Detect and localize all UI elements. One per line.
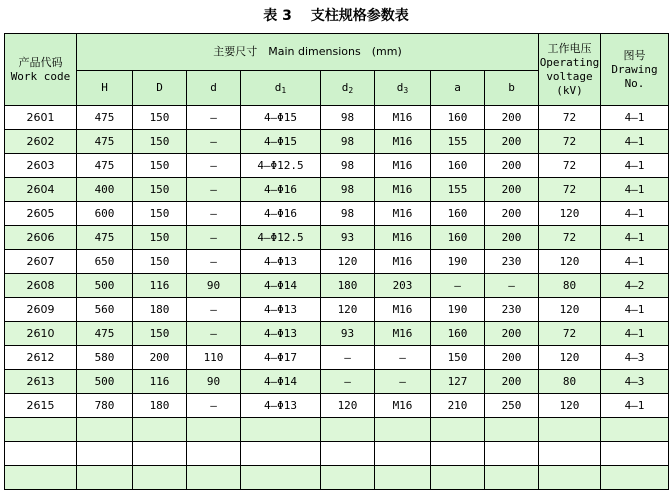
cell-d3 <box>375 418 431 442</box>
cell-b: 200 <box>485 106 539 130</box>
cell-d: — <box>187 322 241 346</box>
cell-b: 200 <box>485 370 539 394</box>
cell-d <box>187 442 241 466</box>
cell-a <box>431 418 485 442</box>
cell-h: 650 <box>77 250 133 274</box>
cell-d: 150 <box>133 250 187 274</box>
cell-d1: 4—Φ16 <box>241 178 321 202</box>
cell-d: — <box>187 154 241 178</box>
cell-drawing: 4—2 <box>601 274 669 298</box>
work-code-cell: 2605 <box>5 202 77 226</box>
dim-col-header <box>187 71 241 106</box>
cell-d1: 4—Φ13 <box>241 250 321 274</box>
cell-voltage: 72 <box>539 322 601 346</box>
voltage-en-2: voltage <box>546 69 593 83</box>
main-dimensions-header <box>77 34 539 71</box>
work-code-cell: 2615 <box>5 394 77 418</box>
cell-a: 190 <box>431 298 485 322</box>
cell-d: 180 <box>133 394 187 418</box>
cell-d3 <box>375 466 431 490</box>
main-dimensions-label: 主要尺寸 Main dimensions (mm) <box>213 45 402 58</box>
cell-d: — <box>187 202 241 226</box>
cell-d <box>187 466 241 490</box>
cell-d1 <box>241 418 321 442</box>
cell-d3: — <box>375 346 431 370</box>
cell-a: 155 <box>431 178 485 202</box>
dim-col-symbol: d <box>210 81 217 94</box>
cell-d3: — <box>375 370 431 394</box>
work-code-cell: 2612 <box>5 346 77 370</box>
cell-h: 500 <box>77 370 133 394</box>
cell-a: 160 <box>431 154 485 178</box>
work-code-cell <box>5 442 77 466</box>
cell-voltage: 72 <box>539 178 601 202</box>
table-row <box>5 178 669 202</box>
table-row <box>5 274 669 298</box>
table-title: 表 3 支柱规格参数表 <box>263 8 409 24</box>
table-row <box>5 298 669 322</box>
cell-d2 <box>321 442 375 466</box>
cell-d: 180 <box>133 298 187 322</box>
cell-voltage: 72 <box>539 154 601 178</box>
cell-d2: 93 <box>321 226 375 250</box>
cell-d3: M16 <box>375 202 431 226</box>
cell-drawing: 4—1 <box>601 250 669 274</box>
cell-drawing: 4—1 <box>601 298 669 322</box>
table-row <box>5 394 669 418</box>
table-row <box>5 370 669 394</box>
voltage-header <box>539 34 601 106</box>
cell-voltage: 80 <box>539 370 601 394</box>
cell-drawing: 4—1 <box>601 226 669 250</box>
table-row <box>5 130 669 154</box>
cell-d2: 93 <box>321 322 375 346</box>
table-row <box>5 322 669 346</box>
cell-b: 200 <box>485 202 539 226</box>
cell-drawing <box>601 466 669 490</box>
dim-col-header <box>375 71 431 106</box>
drawing-cn: 图号 <box>623 48 646 62</box>
table-row <box>5 346 669 370</box>
cell-h: 400 <box>77 178 133 202</box>
cell-h <box>77 466 133 490</box>
dim-col-header <box>321 71 375 106</box>
cell-d1: 4—Φ17 <box>241 346 321 370</box>
cell-h: 560 <box>77 298 133 322</box>
cell-d <box>187 418 241 442</box>
cell-voltage: 72 <box>539 130 601 154</box>
cell-d2: 120 <box>321 250 375 274</box>
cell-d: 90 <box>187 274 241 298</box>
work-code-cn: 产品代码 <box>18 55 63 69</box>
cell-d: — <box>187 250 241 274</box>
drawing-en-2: No. <box>624 76 645 90</box>
cell-voltage <box>539 442 601 466</box>
cell-drawing <box>601 418 669 442</box>
cell-a: 160 <box>431 202 485 226</box>
cell-drawing: 4—1 <box>601 178 669 202</box>
table-row <box>5 202 669 226</box>
cell-d <box>133 418 187 442</box>
cell-d1: 4—Φ16 <box>241 202 321 226</box>
cell-d: — <box>187 226 241 250</box>
cell-voltage: 72 <box>539 226 601 250</box>
cell-d2: 98 <box>321 130 375 154</box>
cell-d: 150 <box>133 130 187 154</box>
cell-b: 200 <box>485 178 539 202</box>
cell-a: 160 <box>431 322 485 346</box>
table-row <box>5 226 669 250</box>
cell-d2: — <box>321 370 375 394</box>
dim-col-subscript: 2 <box>348 86 354 95</box>
cell-d: 110 <box>187 346 241 370</box>
cell-d2 <box>321 418 375 442</box>
cell-d: 116 <box>133 370 187 394</box>
cell-h: 780 <box>77 394 133 418</box>
work-code-cell <box>5 418 77 442</box>
work-code-cell: 2613 <box>5 370 77 394</box>
dim-col-header <box>485 71 539 106</box>
cell-d: — <box>187 394 241 418</box>
cell-h: 500 <box>77 274 133 298</box>
cell-b: 250 <box>485 394 539 418</box>
cell-d2: 98 <box>321 106 375 130</box>
voltage-unit: (kV) <box>556 83 583 97</box>
cell-d1: 4—Φ13 <box>241 394 321 418</box>
cell-d2: 180 <box>321 274 375 298</box>
work-code-cell: 2602 <box>5 130 77 154</box>
cell-b: 200 <box>485 154 539 178</box>
cell-voltage <box>539 466 601 490</box>
dim-col-symbol: D <box>156 81 163 94</box>
cell-voltage: 120 <box>539 394 601 418</box>
cell-d1: 4—Φ14 <box>241 274 321 298</box>
dim-col-subscript: 1 <box>281 86 287 95</box>
cell-a <box>431 442 485 466</box>
cell-d: — <box>187 130 241 154</box>
work-code-en: Work code <box>10 69 71 83</box>
drawing-header <box>601 34 669 106</box>
cell-d: 116 <box>133 274 187 298</box>
cell-drawing: 4—1 <box>601 394 669 418</box>
dim-col-header <box>133 71 187 106</box>
cell-d: 150 <box>133 322 187 346</box>
cell-voltage: 80 <box>539 274 601 298</box>
cell-voltage: 120 <box>539 202 601 226</box>
dim-col-header <box>431 71 485 106</box>
work-code-cell: 2607 <box>5 250 77 274</box>
cell-d2: 120 <box>321 298 375 322</box>
cell-h: 475 <box>77 226 133 250</box>
cell-voltage <box>539 418 601 442</box>
table-row <box>5 154 669 178</box>
dim-col-header <box>77 71 133 106</box>
cell-a: — <box>431 274 485 298</box>
cell-b: 200 <box>485 346 539 370</box>
cell-h: 475 <box>77 154 133 178</box>
cell-d2: 98 <box>321 202 375 226</box>
work-code-cell <box>5 466 77 490</box>
dim-col-subscript: 3 <box>403 86 409 95</box>
cell-b: 200 <box>485 226 539 250</box>
cell-b: 230 <box>485 298 539 322</box>
table-row <box>5 466 669 490</box>
cell-b <box>485 466 539 490</box>
cell-voltage: 72 <box>539 106 601 130</box>
cell-b: — <box>485 274 539 298</box>
cell-drawing: 4—1 <box>601 106 669 130</box>
cell-b: 200 <box>485 322 539 346</box>
voltage-cn: 工作电压 <box>547 41 592 55</box>
table-row <box>5 250 669 274</box>
dim-col-symbol: d <box>274 81 282 94</box>
cell-d2: — <box>321 346 375 370</box>
cell-d: — <box>187 298 241 322</box>
cell-h: 475 <box>77 322 133 346</box>
spec-table <box>4 33 669 490</box>
cell-d3: M16 <box>375 130 431 154</box>
cell-drawing: 4—3 <box>601 346 669 370</box>
cell-d: 150 <box>133 178 187 202</box>
cell-d1: 4—Φ15 <box>241 106 321 130</box>
cell-voltage: 120 <box>539 346 601 370</box>
table-row <box>5 442 669 466</box>
cell-d3: M16 <box>375 250 431 274</box>
cell-d3: M16 <box>375 178 431 202</box>
table-row <box>5 106 669 130</box>
cell-d3: M16 <box>375 394 431 418</box>
cell-d3: M16 <box>375 322 431 346</box>
work-code-cell: 2610 <box>5 322 77 346</box>
voltage-en-1: Operating <box>539 55 600 69</box>
work-code-cell: 2608 <box>5 274 77 298</box>
cell-h: 580 <box>77 346 133 370</box>
cell-drawing: 4—1 <box>601 202 669 226</box>
cell-d1: 4—Φ13 <box>241 322 321 346</box>
cell-d3: M16 <box>375 298 431 322</box>
cell-b <box>485 418 539 442</box>
dim-col-symbol: H <box>101 81 108 94</box>
cell-d1: 4—Φ12.5 <box>241 154 321 178</box>
cell-d: — <box>187 106 241 130</box>
cell-d: 150 <box>133 226 187 250</box>
drawing-en-1: Drawing <box>611 62 658 76</box>
cell-drawing <box>601 442 669 466</box>
header-row-1 <box>5 34 669 71</box>
cell-drawing: 4—3 <box>601 370 669 394</box>
cell-d: 150 <box>133 106 187 130</box>
cell-d2: 120 <box>321 394 375 418</box>
cell-d3 <box>375 442 431 466</box>
cell-b: 230 <box>485 250 539 274</box>
cell-d3: M16 <box>375 226 431 250</box>
cell-d: 150 <box>133 202 187 226</box>
cell-d1: 4—Φ15 <box>241 130 321 154</box>
cell-a: 160 <box>431 106 485 130</box>
cell-a <box>431 466 485 490</box>
cell-d: 150 <box>133 154 187 178</box>
cell-h: 600 <box>77 202 133 226</box>
cell-drawing: 4—1 <box>601 130 669 154</box>
work-code-cell: 2601 <box>5 106 77 130</box>
cell-d: — <box>187 178 241 202</box>
dim-col-symbol: b <box>508 81 515 94</box>
cell-d3: 203 <box>375 274 431 298</box>
cell-voltage: 120 <box>539 250 601 274</box>
cell-d1: 4—Φ13 <box>241 298 321 322</box>
cell-h: 475 <box>77 106 133 130</box>
work-code-cell: 2604 <box>5 178 77 202</box>
cell-d <box>133 442 187 466</box>
cell-drawing: 4—1 <box>601 154 669 178</box>
cell-d: 200 <box>133 346 187 370</box>
cell-a: 150 <box>431 346 485 370</box>
work-code-cell: 2609 <box>5 298 77 322</box>
work-code-cell: 2606 <box>5 226 77 250</box>
cell-a: 210 <box>431 394 485 418</box>
cell-voltage: 120 <box>539 298 601 322</box>
cell-d2: 98 <box>321 178 375 202</box>
cell-d1: 4—Φ14 <box>241 370 321 394</box>
dim-col-header <box>241 71 321 106</box>
cell-a: 127 <box>431 370 485 394</box>
work-code-header <box>5 34 77 106</box>
cell-drawing: 4—1 <box>601 322 669 346</box>
cell-d1: 4—Φ12.5 <box>241 226 321 250</box>
dim-col-symbol: d <box>341 81 349 94</box>
table-row <box>5 418 669 442</box>
cell-d1 <box>241 466 321 490</box>
dim-col-symbol: d <box>396 81 404 94</box>
cell-d2 <box>321 466 375 490</box>
cell-d3: M16 <box>375 106 431 130</box>
cell-d <box>133 466 187 490</box>
cell-a: 155 <box>431 130 485 154</box>
dim-col-symbol: a <box>454 81 461 94</box>
cell-d3: M16 <box>375 154 431 178</box>
cell-d2: 98 <box>321 154 375 178</box>
table-body <box>5 106 669 490</box>
cell-h <box>77 442 133 466</box>
cell-d1 <box>241 442 321 466</box>
cell-h <box>77 418 133 442</box>
cell-d: 90 <box>187 370 241 394</box>
cell-a: 160 <box>431 226 485 250</box>
cell-h: 475 <box>77 130 133 154</box>
cell-a: 190 <box>431 250 485 274</box>
work-code-cell: 2603 <box>5 154 77 178</box>
cell-b <box>485 442 539 466</box>
cell-b: 200 <box>485 130 539 154</box>
